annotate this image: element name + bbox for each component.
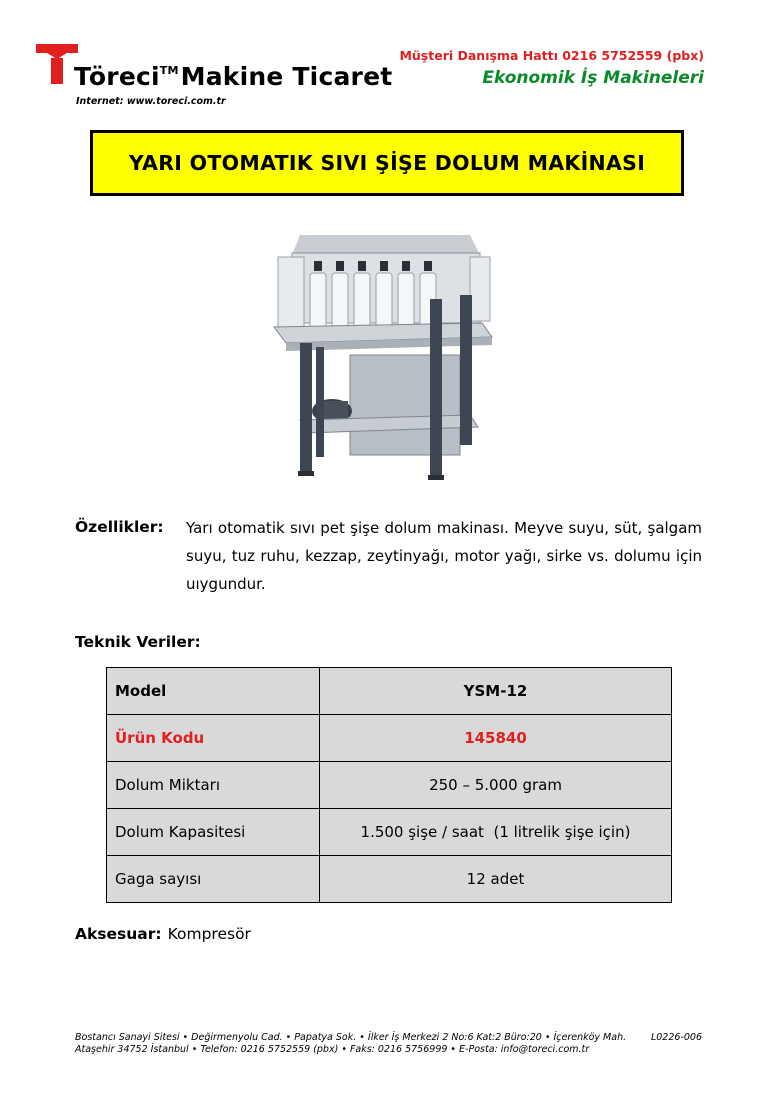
table-row-fill-amount bbox=[107, 762, 672, 809]
trademark-mark: TM bbox=[159, 63, 179, 77]
accessory-value: Kompresör bbox=[167, 925, 251, 943]
machine-photo bbox=[270, 215, 495, 500]
document-code: L0226-006 bbox=[650, 1032, 702, 1043]
spec-key: Dolum Kapasitesi bbox=[107, 809, 320, 856]
spec-key: Ürün Kodu bbox=[107, 715, 320, 762]
toreci-logo-icon bbox=[36, 44, 78, 84]
accessory bbox=[75, 925, 251, 943]
footer-address-line-2: Ataşehir 34752 İstanbul • Telefon: 0216 5752559 (pbx) • Faks: 0216 5756999 • E-Posta: info@toreci.com.tr bbox=[75, 1044, 590, 1055]
slogan: Ekonomik İş Makineleri bbox=[482, 68, 704, 88]
technical-data-table bbox=[106, 667, 672, 903]
footer-address-line-1: Bostancı Sanayi Sitesi • Değirmenyolu Cad. • Papatya Sok. • İlker İş Merkezi 2 No:6 Kat:2 Büro:20 • İçerenköy Mah. bbox=[75, 1032, 627, 1043]
features-text: Yarı otomatik sıvı pet şişe dolum makinası. Meyve suyu, süt, şalgam suyu, tuz ruhu, kezzap, zeytinyağı, motor yağı, sirke vs. dolumu için uıygundur. bbox=[186, 519, 702, 593]
spec-value: 1.500 şişe / saat (1 litrelik şişe için) bbox=[320, 809, 672, 856]
page-title: YARI OTOMATIK SIVI ŞİŞE DOLUM MAKİNASI bbox=[128, 151, 646, 175]
table-row-fill-capacity bbox=[107, 809, 672, 856]
spec-key: Model bbox=[107, 668, 320, 715]
spec-key: Gaga sayısı bbox=[107, 856, 320, 903]
spec-key: Dolum Miktarı bbox=[107, 762, 320, 809]
internet-address[interactable]: Internet: www.toreci.com.tr bbox=[76, 96, 226, 107]
spec-value: 145840 bbox=[320, 715, 672, 762]
customer-hotline: Müşteri Danışma Hattı 0216 5752559 (pbx) bbox=[399, 48, 704, 63]
table-row-product-code bbox=[107, 715, 672, 762]
accessory-label: Aksesuar: bbox=[75, 925, 162, 943]
table-row-model bbox=[107, 668, 672, 715]
spec-value: 12 adet bbox=[320, 856, 672, 903]
title-box bbox=[90, 130, 684, 196]
brand-name-main: Töreci bbox=[74, 62, 160, 91]
spec-value: 250 – 5.000 gram bbox=[320, 762, 672, 809]
technical-data-label: Teknik Veriler: bbox=[75, 633, 201, 651]
brand-name-rest: Makine Ticaret bbox=[180, 62, 393, 91]
table-row-nozzle-count bbox=[107, 856, 672, 903]
spec-value: YSM-12 bbox=[320, 668, 672, 715]
brand-name bbox=[74, 62, 392, 91]
features-label: Özellikler: bbox=[75, 518, 164, 536]
